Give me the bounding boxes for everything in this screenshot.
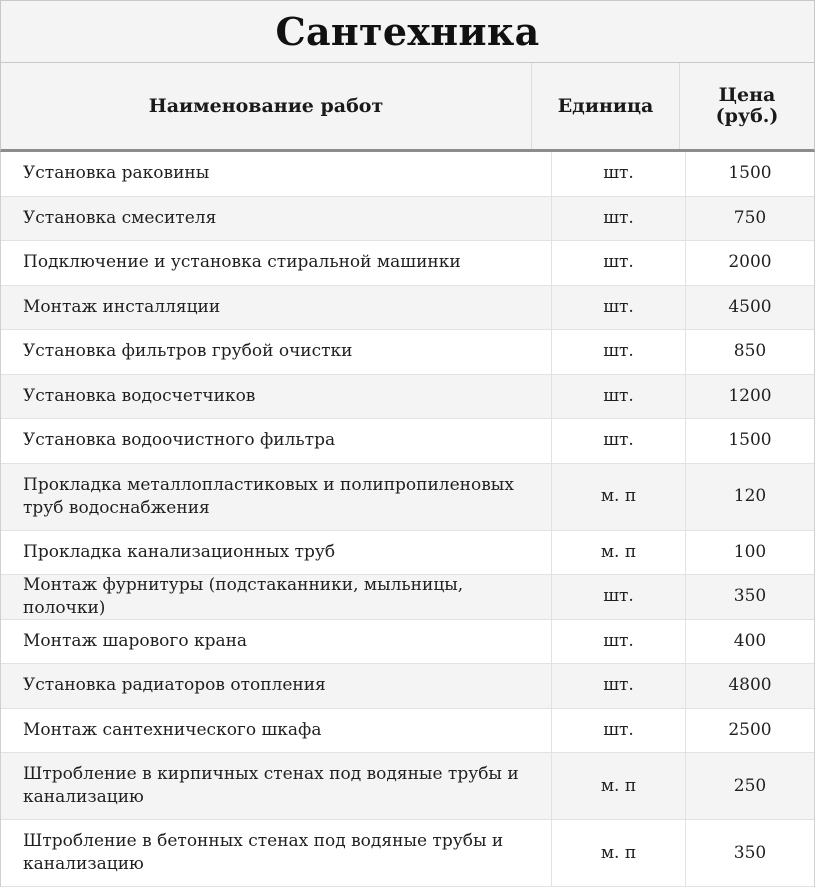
row-unit: шт. xyxy=(552,375,686,419)
row-name: Прокладка канализационных труб xyxy=(1,531,552,575)
table-row xyxy=(1,709,814,754)
row-unit: шт. xyxy=(552,620,686,664)
row-unit: м. п xyxy=(552,464,686,530)
row-price: 2000 xyxy=(728,252,772,273)
table-row xyxy=(1,152,814,197)
table-row xyxy=(1,620,814,665)
table-row xyxy=(1,575,814,620)
row-unit: шт. xyxy=(552,152,686,196)
table-row xyxy=(1,820,814,887)
row-price: 2500 xyxy=(728,719,772,740)
row-unit: шт. xyxy=(552,419,686,463)
column-header-unit: Единица xyxy=(532,63,680,149)
row-name: Монтаж фурнитуры (подстаканники, мыльницы, полочки) xyxy=(1,575,552,619)
row-unit: шт. xyxy=(552,330,686,374)
table-row xyxy=(1,464,814,531)
column-header-name: Наименование работ xyxy=(1,63,532,149)
table-row xyxy=(1,531,814,576)
row-name: Установка раковины xyxy=(1,152,552,196)
page-title: Сантехника xyxy=(275,9,540,54)
row-price: 1500 xyxy=(728,163,772,184)
row-name: Монтаж инсталляции xyxy=(1,286,552,330)
row-name: Штробление в кирпичных стенах под водяные трубы и канализацию xyxy=(1,753,552,819)
row-name: Прокладка металлопластиковых и полипропиленовых труб водоснабжения xyxy=(1,464,552,530)
row-name: Установка водосчетчиков xyxy=(1,375,552,419)
row-unit: шт. xyxy=(552,575,686,619)
table-row xyxy=(1,753,814,820)
row-price: 850 xyxy=(733,341,767,362)
row-price: 1500 xyxy=(728,430,772,451)
table-row xyxy=(1,330,814,375)
row-price: 4800 xyxy=(728,675,772,696)
row-unit: м. п xyxy=(552,753,686,819)
row-price: 4500 xyxy=(728,296,772,317)
row-price: 350 xyxy=(733,842,767,863)
row-unit: м. п xyxy=(552,820,686,886)
row-unit: шт. xyxy=(552,197,686,241)
row-price: 400 xyxy=(733,630,767,651)
row-name: Монтаж шарового крана xyxy=(1,620,552,664)
row-name: Штробление в бетонных стенах под водяные трубы и канализацию xyxy=(1,820,552,886)
table-row xyxy=(1,286,814,331)
table-row xyxy=(1,197,814,242)
table-header-row xyxy=(0,63,815,152)
column-header-price: Цена (руб.) xyxy=(715,84,779,127)
row-price: 350 xyxy=(733,586,767,607)
row-name: Установка водоочистного фильтра xyxy=(1,419,552,463)
row-unit: шт. xyxy=(552,286,686,330)
row-name: Установка радиаторов отопления xyxy=(1,664,552,708)
row-price: 100 xyxy=(733,541,767,562)
table-row xyxy=(1,241,814,286)
row-price: 120 xyxy=(733,486,767,506)
row-unit: шт. xyxy=(552,709,686,753)
row-unit: шт. xyxy=(552,664,686,708)
row-price: 250 xyxy=(733,775,767,796)
row-name: Установка фильтров грубой очистки xyxy=(1,330,552,374)
row-name: Монтаж сантехнического шкафа xyxy=(1,709,552,753)
price-table-body xyxy=(0,152,815,887)
row-unit: шт. xyxy=(552,241,686,285)
row-name: Установка смесителя xyxy=(1,197,552,241)
table-row xyxy=(1,664,814,709)
table-row xyxy=(1,375,814,420)
table-title-bar xyxy=(0,0,815,63)
table-row xyxy=(1,419,814,464)
row-price: 750 xyxy=(733,207,767,228)
row-name: Подключение и установка стиральной машинки xyxy=(1,241,552,285)
row-price: 1200 xyxy=(728,385,772,406)
row-unit: м. п xyxy=(552,531,686,575)
